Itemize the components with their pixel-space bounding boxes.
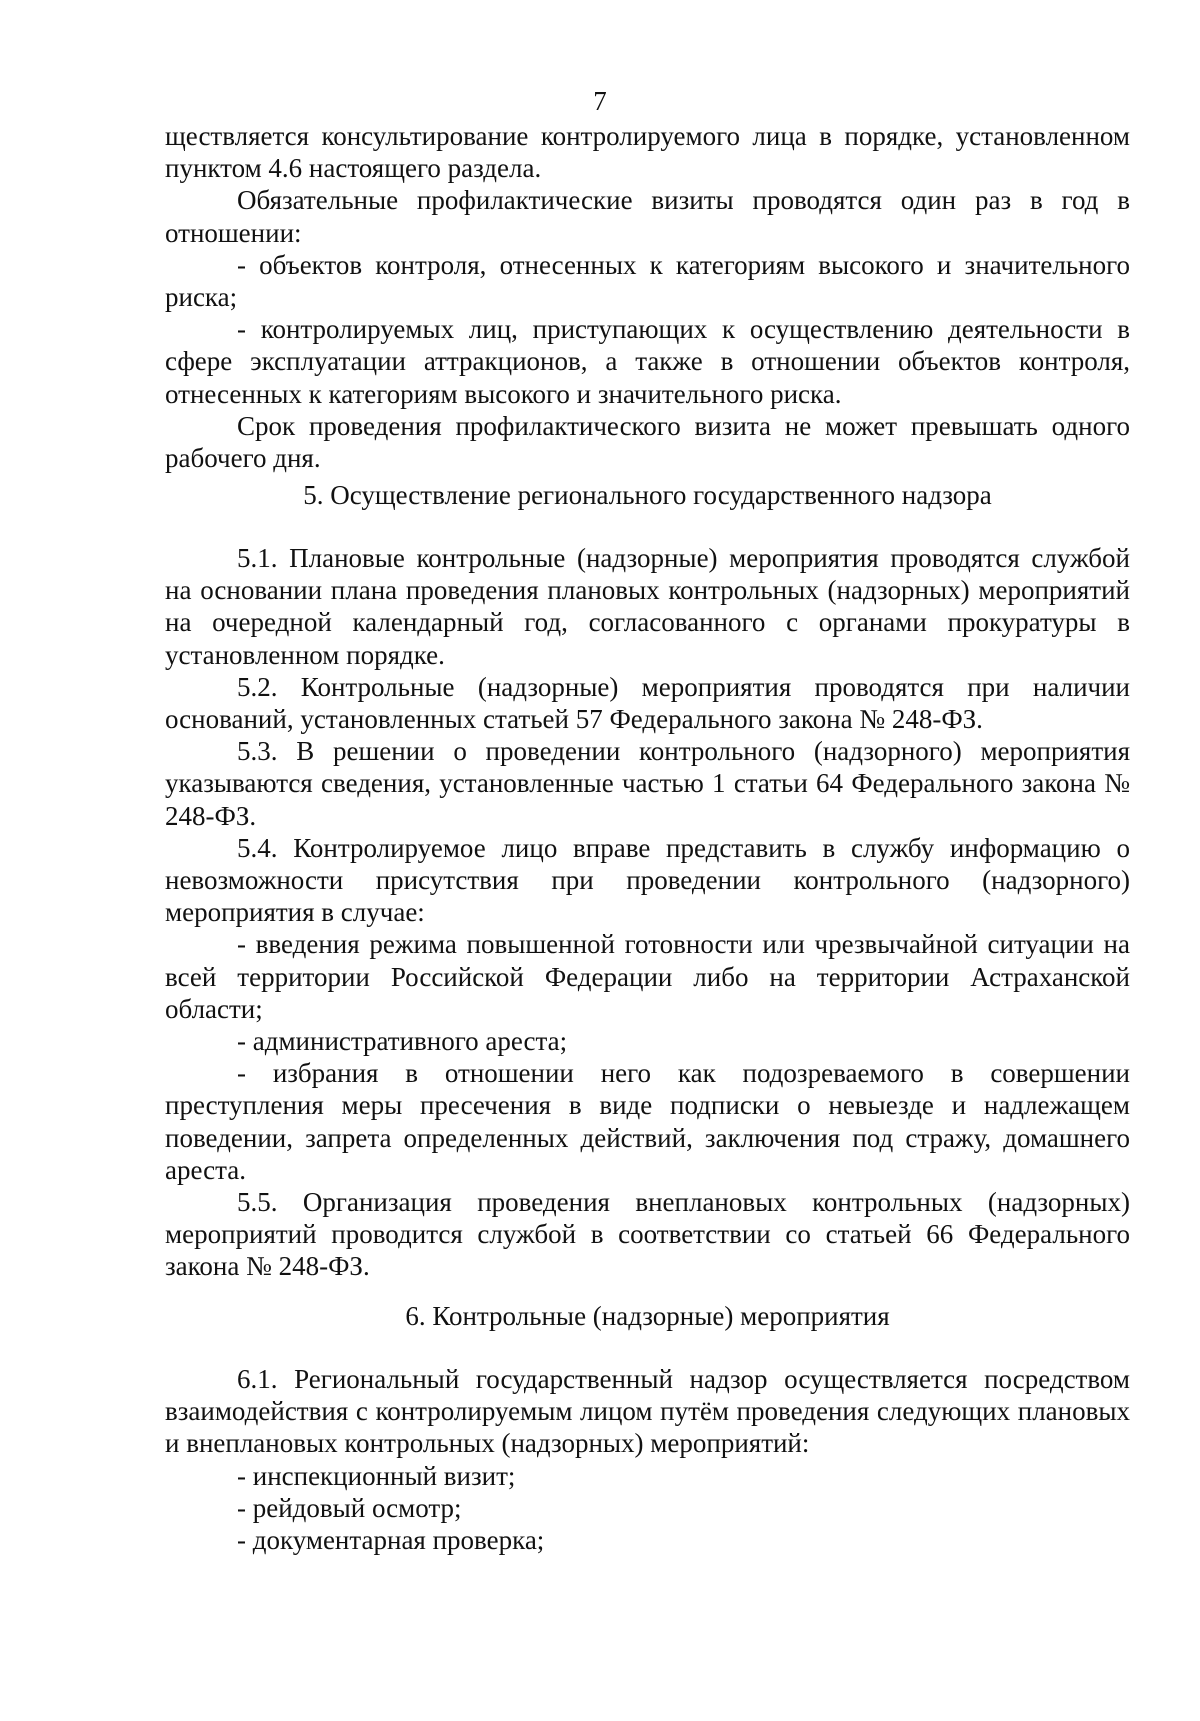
paragraph: Срок проведения профилактического визита не может превышать одного рабочего дня. <box>165 410 1130 474</box>
paragraph: 5.3. В решении о проведении контрольного (надзорного) мероприятия указываются сведения, установленные частью 1 статьи 64 Федерального закона № 248-ФЗ. <box>165 736 1130 831</box>
list-item: - избрания в отношении него как подозреваемого в совершении преступления меры пресечения в виде подписки о невыезде и надлежащем поведении, запрета определенных действий, заключения под стражу, домашнего ареста. <box>165 1058 1130 1185</box>
section-5-body <box>165 542 1130 1283</box>
paragraph: 6.1. Региональный государственный надзор осуществляется посредством взаимодействия с контролируемым лицом путём проведения следующих плановых и внеплановых контрольных (надзорных) мероприятий: <box>165 1364 1130 1459</box>
list-item: - рейдовый осмотр; <box>237 1492 462 1523</box>
paragraph: 5.2. Контрольные (надзорные) мероприятия проводятся при наличии оснований, установленных статьей 57 Федерального закона № 248-ФЗ. <box>165 671 1130 735</box>
list-item: - объектов контроля, отнесенных к категориям высокого и значительного риска; <box>165 249 1130 313</box>
list-item: - введения режима повышенной готовности или чрезвычайной ситуации на всей территории Российской Федерации либо на территории Астраханской области; <box>165 929 1130 1024</box>
section-5-heading: 5. Осуществление регионального государственного надзора <box>303 480 992 510</box>
section-6-heading: 6. Контрольные (надзорные) мероприятия <box>405 1301 890 1331</box>
list-item: - документарная проверка; <box>237 1525 545 1556</box>
paragraph: ществляется консультирование контролируемого лица в порядке, установленном пунктом 4.6 настоящего раздела. <box>165 121 1130 184</box>
section-6-body <box>165 1363 1130 1556</box>
list-item: - инспекционный визит; <box>237 1460 516 1491</box>
paragraph: 5.5. Организация проведения внеплановых контрольных (надзорных) мероприятий проводится службой в соответствии со статьей 66 Федерального закона № 248-ФЗ. <box>165 1187 1130 1282</box>
page-number: 7 <box>593 86 607 116</box>
paragraph: Обязательные профилактические визиты проводятся один раз в год в отношении: <box>165 185 1130 248</box>
paragraph: 5.4. Контролируемое лицо вправе представить в службу информацию о невозможности присутствия при проведении контрольного (надзорного) мероприятия в случае: <box>165 832 1130 928</box>
list-item: - административного ареста; <box>237 1026 568 1057</box>
list-item: - контролируемых лиц, приступающих к осуществлению деятельности в сфере эксплуатации аттракционов, а также в отношении объектов контроля, отнесенных к категориям высокого и значительного риска. <box>165 314 1130 409</box>
top-text-block <box>165 120 1130 474</box>
paragraph: 5.1. Плановые контрольные (надзорные) мероприятия проводятся службой на основании плана проведения плановых контрольных (надзорных) мероприятий на очередной календарный год, согласованного с органами прокуратуры в установленном порядке. <box>165 543 1130 670</box>
